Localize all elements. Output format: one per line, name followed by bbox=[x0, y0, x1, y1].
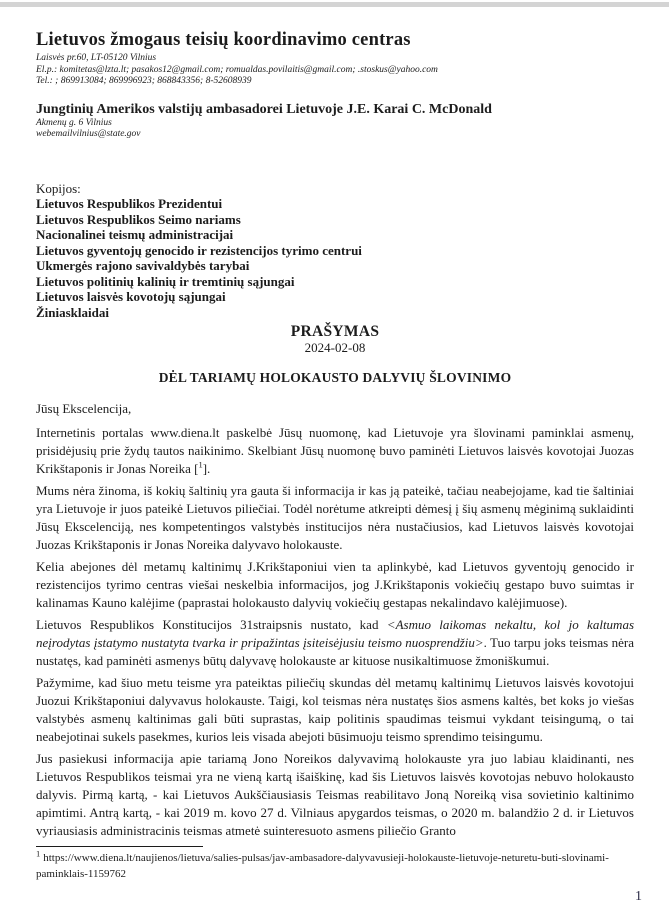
copies-label: Kopijos: bbox=[36, 180, 81, 196]
footnote-block bbox=[36, 846, 634, 882]
copies-item: Lietuvos politinių kalinių ir tremtinių sąjungai bbox=[36, 273, 295, 289]
footnote-separator bbox=[36, 846, 203, 847]
copies-item: Lietuvos gyventojų genocido ir rezistencijos tyrimo centrui bbox=[36, 242, 362, 258]
letterhead bbox=[36, 30, 634, 88]
body-paragraph: Jus pasiekusi informacija apie tariamą Jono Noreikos dalyvavimą holokauste yra juo labiau klaidinanti, nes Lietuvos Respublikos teismai yra ne vieną kartą išaiškinę, kad šis Lietuvos laisvės kovotojas nebuvo holokausto dalyvis. Pirmą kartą, - kai Lietuvos Aukščiausiasis Teismas reabilitavo Joną Noreiką visa sovietinio kaltinimo apimtimi. Antrą kartą, - kai 2019 m. kovo 27 d. Vilniaus apygardos teismas, o 2020 m. balandžio 2 d. ir Lietuvos vyriausiasis administracinis teismas atmetė suinteresuoto asmens piliečio Granto bbox=[36, 751, 634, 838]
document-subject: DĖL TARIAMŲ HOLOKAUSTO DALYVIŲ ŠLOVINIMO bbox=[158, 370, 512, 385]
copies-item: Lietuvos Respublikos Prezidentui bbox=[36, 196, 223, 211]
copies-item: Žiniasklaidai bbox=[36, 304, 109, 320]
page-number: 1 bbox=[635, 889, 642, 904]
copies-item: Ukmergės rajono savivaldybės tarybai bbox=[36, 258, 250, 273]
page-top-edge bbox=[0, 2, 669, 7]
salutation: Jūsų Ekscelencija, bbox=[36, 401, 132, 416]
body-paragraph: Pažymime, kad šiuo metu teisme yra pateiktas piliečių skundas dėl metamų kaltinimų Lietuvos laisvės kovotojui Juozui Krikštaponiui dalyvavus holokauste. Taigi, kol teismas nėra nustatęs šios asmens kaltės, bet koks jo viešas valstybės asmenų kaltinimas gali būti suprastas, kaip politinis spaudimas teismui vykdant teisingumą, o tai neabejotinai sukels pasekmes, kurios leis visada abejoti būsimuoju teismo sprendimo teisingumu. bbox=[36, 675, 634, 744]
footnote-text bbox=[36, 848, 634, 882]
footnote-marker: 1 bbox=[36, 848, 41, 859]
copies-block bbox=[36, 181, 634, 321]
body-paragraph: Internetinis portalas www.diena.lt paskelbė Jūsų nuomonę, kad Lietuvoje yra šlovinami paminklai asmenų, prisidėjusių prie žydų tautos naikinimo. Skelbiant Jūsų nuomonę buvo paminėti Lietuvos laisvės kovotojai Juozas Krikštaponis ir Jonas Noreika [$^1$]. bbox=[36, 425, 634, 476]
copies-item: Lietuvos Respublikos Seimo nariams bbox=[36, 211, 241, 227]
recipient-email: webemailvilnius@state.gov bbox=[36, 129, 141, 139]
body-paragraph: Lietuvos Respublikos Konstitucijos 31straipsnis nustato, kad <Asmuo laikomas nekaltu, kol jo kaltumas neįrodytas įstatymo nustatyta tvarka ir pripažintas įsiteisėjusiu teismo nuosprendžiu>. Tuo tarpu joks teismas nėra nustatęs, kad paminėti asmenys būtų dalyvavę holokauste ar kituose nusikaltimuose žmoniškumui. bbox=[36, 617, 635, 668]
organization-phone-line: Tel.: ; 869913084; 869996923; 868843356; 8-52608939 bbox=[36, 76, 252, 86]
recipient-title: Jungtinių Amerikos valstijų ambasadorei Lietuvoje J.E. Karai C. McDonald bbox=[36, 101, 492, 117]
recipient-address: Akmenų g. 6 Vilnius bbox=[36, 117, 112, 128]
copies-item: Nacionalinei teismų administracijai bbox=[36, 227, 234, 242]
copies-item: Lietuvos laisvės kovotojų sąjungai bbox=[36, 289, 226, 304]
body-paragraph: Kelia abejones dėl metamų kaltinimų J.Krikštaponiui vien ta aplinkybė, kad Lietuvos gyventojų genocido ir rezistencijos tyrimo centras viešai neskelbia informacijos, jog J.Krikštaponis vokiečių gestapo buvo suimtas ir kalinamas Kauno kalėjime (paprastai holokausto dalyvių vokiečių gestapas nekalindavo kalėjimuose). bbox=[36, 559, 634, 610]
document-type-title: PRAŠYMAS bbox=[290, 323, 380, 340]
letter-content bbox=[36, 30, 634, 882]
organization-name: Lietuvos žmogaus teisių koordinavimo centras bbox=[36, 30, 411, 50]
footnote-url: https://www.diena.lt/naujienos/lietuva/salies-pulsas/jav-ambasadore-dalyvavusieji-holokauste-lietuvoje-neturetu-buti-slovinami-paminklais-1159762 bbox=[36, 852, 609, 880]
body-paragraph: Mums nėra žinoma, iš kokių šaltinių yra gauta ši informacija ir kas ją pateikė, tačiau neabejojame, kad tie šaltiniai yra Lietuvoje ir juos pateikė Lietuvos piliečiai. Todėl norėtume atkreipti dėmesį į šių asmenų mėginimą suklaidinti Jūsų Ekscelenciją, nes kompetentingos valstybės institucijos nėra nustačiusios, kad Lietuvos laisvės kovotojai Juozas Krikštaponis ir Jonas Noreika dalyvavo holokauste. bbox=[36, 483, 634, 552]
recipient-block bbox=[36, 101, 634, 141]
organization-email-line: El.p.: komitetas@lzta.lt; pasakos12@gmail.com; romualdas.povilaitis@gmail.com; .stoskus@yahoo.com bbox=[36, 64, 438, 75]
document-date: 2024-02-08 bbox=[304, 340, 366, 355]
organization-address: Laisvės pr.60, LT-05120 Vilnius bbox=[36, 53, 157, 63]
